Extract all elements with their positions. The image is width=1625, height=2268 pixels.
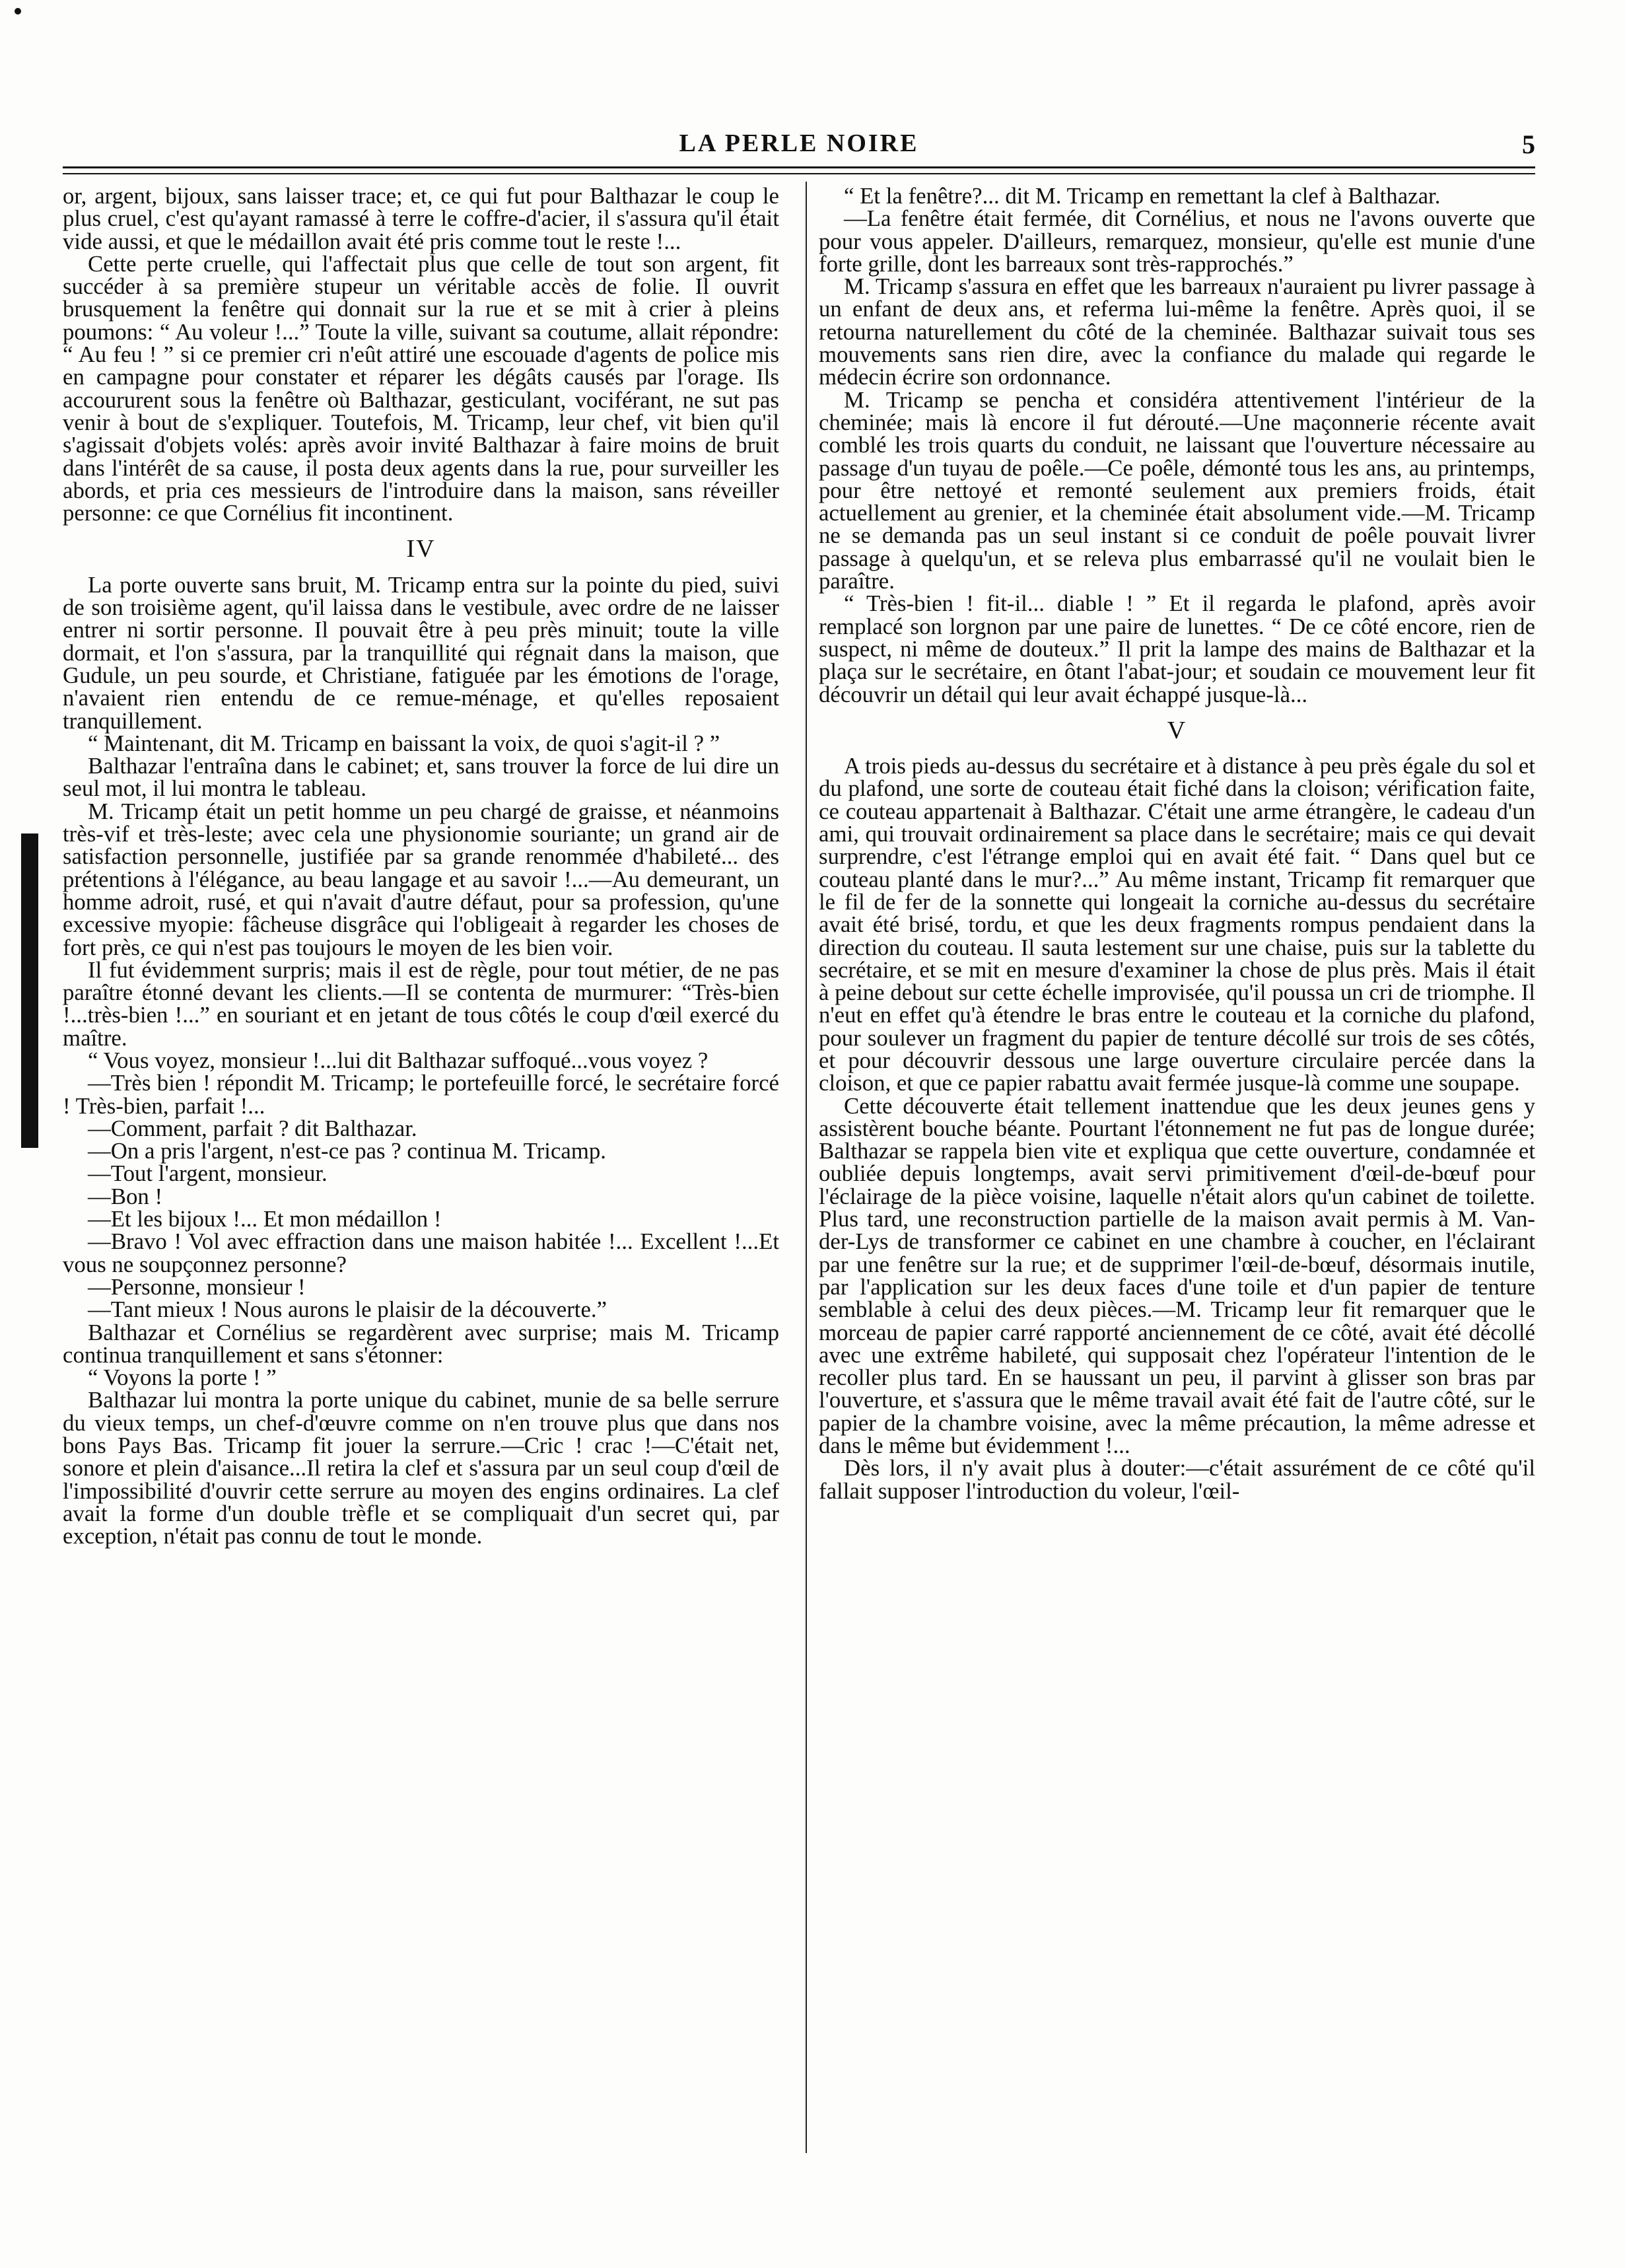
paragraph: Cette découverte était tellement inattendue que les deux jeunes gens y assistèrent bouche béante. Pourtant l'étonnement ne fut pas de longue durée; Balthazar se rappela bien vite et expliqua que cette ouverture, condamnée et oubliée depuis longtemps, avait servi primitivement d'œil-de-bœuf pour l'éclairage de la pièce voisine, laquelle n'était alors qu'un cabinet de toilette. Plus tard, une reconstruction partielle de la maison avait permis à M. Van-der-Lys de transformer ce cabinet en une chambre à coucher, en l'éclairant par une fenêtre sur la rue; et de supprimer l'œil-de-bœuf, désormais inutile, par l'application sur les deux faces d'une toile et d'un papier de tenture semblable à celui des deux pièces.—M. Tricamp leur fit remarquer que le morceau de papier carré rapporté anciennement de ce côté, avait été décollé avec une extrême habileté, qui supposait chez l'opérateur l'intention de le recoller plus tard. En se haussant un peu, il parvint à glisser son bras par l'ouverture, et s'assura que le même travail avait été fait de l'autre côté, sur le papier de la chambre voisine, avec la même précaution, la même adresse et dans le même but évidemment !...	[819, 1092, 1535, 1459]
margin-bar	[21, 833, 38, 1148]
header-rule-thin	[63, 173, 1535, 174]
paragraph: —Bon !	[88, 1183, 163, 1209]
paragraph: —La fenêtre était fermée, dit Cornélius, et nous ne l'avons ouverte que pour vous appeler. D'ailleurs, remarquez, monsieur, qu'elle est munie d'une forte grille, dont les barreaux sont très-rapprochés.”	[819, 205, 1535, 277]
paragraph: —On a pris l'argent, n'est-ce pas ? continua M. Tricamp.	[88, 1138, 607, 1164]
paragraph: Balthazar l'entraîna dans le cabinet; et, sans trouver la force de lui dire un seul mot, il lui montra le tableau.	[63, 753, 779, 802]
paragraph: “ Maintenant, dit M. Tricamp en baissant la voix, de quoi s'agit-il ? ”	[88, 730, 720, 756]
scan-speck	[15, 8, 21, 15]
paragraph: La porte ouverte sans bruit, M. Tricamp entra sur la pointe du pied, suivi de son troisième agent, qu'il laissa dans le vestibule, avec ordre de ne laisser entrer ni sortir personne. Il pouvait être à peu près minuit; toute la ville dormait, et l'on s'assura, par la tranquillité qui régnait dans la maison, que Gudule, un peu sourde, et Christiane, fatiguée par les émotions de l'orage, n'avaient rien entendu de ce remue-ménage, et qu'elles reposaient tranquillement.	[63, 571, 779, 734]
paragraph: “ Et la fenêtre?... dit M. Tricamp en remettant la clef à Balthazar.	[844, 183, 1441, 209]
paragraph: Dès lors, il n'y avait plus à douter:—c'était assurément de ce côté qu'il fallait supposer l'introduction du voleur, l'œil-	[819, 1455, 1535, 1504]
section-heading: IV	[406, 535, 436, 563]
paragraph: Cette perte cruelle, qui l'affectait plus que celle de tout son argent, fit succéder à sa première stupeur un véritable accès de folie. Il ouvrit brusquement la fenêtre qui donnait sur la rue et se mit à crier à pleins poumons: “ Au voleur !...” Toute la ville, suivant sa coutume, allait répondre: “ Au feu ! ” si ce premier cri n'eût attiré une escouade d'agents de police mis en campagne pour constater et réparer les dégâts causés par l'orage. Ils accoururent sous la fenêtre où Balthazar, gesticulant, vociférant, ne sut pas venir à bout de s'expliquer. Toutefois, M. Tricamp, leur chef, vit bien qu'il s'agissait d'objets volés: après avoir invité Balthazar à faire moins de bruit dans l'intérêt de sa cause, il posta deux agents dans la rue, pour surveiller les abords, et pria ces messieurs de l'introduire dans la maison, sans réveiller personne: ce que Cornélius fit incontinent.	[63, 250, 779, 526]
paragraph: “ Voyons la porte ! ”	[88, 1364, 277, 1391]
paragraph: A trois pieds au-dessus du secrétaire et à distance à peu près égale du sol et du plafond, une sorte de couteau était fiché dans la cloison; vérification faite, ce couteau appartenait à Balthazar. C'était une arme étrangère, le cadeau d'un ami, qui trouvait ordinairement sa place dans le secrétaire; mais ce qui devait surprendre, c'est l'étrange emploi qui en avait été fait. “ Dans quel but ce couteau planté dans le mur?...” Au même instant, Tricamp fit remarquer que le fil de fer de la sonnette qui longeait la corniche au-dessus du secrétaire avait été brisé, tordu, et que les deux fragments rompus pendaient dans la direction du couteau. Il sauta lestement sur une chaise, puis sur la tablette du secrétaire, et se mit en mesure d'examiner la chose de plus près. Mais il était à peine debout sur cette échelle improvisée, qu'il poussa un cri de triomphe. Il n'eut en effet qu'à étendre le bras entre le couteau et la corniche du plafond, pour soulever un fragment du papier de tenture décollé sur trois de ses côtés, et pour découvrir dessous une large ouverture circulaire percée dans la cloison, et que ce papier rabattu avait fermée jusque-là comme une soupape.	[819, 753, 1535, 1096]
paragraph: —Tout l'argent, monsieur.	[88, 1160, 328, 1187]
running-title: LA PERLE NOIRE	[679, 129, 919, 157]
page-header	[63, 129, 1535, 160]
column-divider	[806, 182, 807, 2153]
paragraph: “ Vous voyez, monsieur !...lui dit Balthazar suffoqué...vous voyez ?	[88, 1047, 709, 1073]
paragraph: M. Tricamp se pencha et considéra attentivement l'intérieur de la cheminée; mais là encore il fut dérouté.—Une maçonnerie récente avait comblé les trois quarts du conduit, ne laissant que l'ouverture nécessaire au passage d'un tuyau de poêle.—Ce poêle, démonté tous les ans, au printemps, pour être nettoyé et remonté seulement aux premiers froids, était actuellement au grenier, et la cheminée était absolument vide.—M. Tricamp ne se demanda pas un seul instant si ce conduit de poêle pouvait livrer passage à quelqu'un, et se releva plus embarrassé qu'il ne voulait bien le paraître.	[819, 386, 1535, 594]
page-number: 5	[1522, 129, 1535, 159]
paragraph: —Bravo ! Vol avec effraction dans une maison habitée !... Excellent !...Et vous ne soupçonnez personne?	[63, 1228, 779, 1277]
paragraph: Balthazar et Cornélius se regardèrent avec surprise; mais M. Tricamp continua tranquillement et sans s'étonner:	[63, 1319, 779, 1368]
left-column	[63, 185, 779, 1548]
paragraph: —Personne, monsieur !	[88, 1273, 306, 1300]
paragraph: or, argent, bijoux, sans laisser trace; et, ce qui fut pour Balthazar le coup le plus cruel, c'est qu'ayant ramassé à terre le coffre-d'acier, il s'assura qu'il était vide aussi, et que le médaillon avait été pris comme tout le reste !...	[63, 183, 779, 254]
paragraph: “ Très-bien ! fit-il... diable ! ” Et il regarda le plafond, après avoir remplacé son lorgnon par une paire de lunettes. “ De ce côté encore, rien de suspect, ni même de douteux.” Il prit la lampe des mains de Balthazar et la plaça sur le secrétaire, en ôtant l'abat-jour; et soudain ce mouvement leur fit découvrir un détail qui leur avait échappé jusque-là...	[819, 590, 1535, 707]
paragraph: M. Tricamp s'assura en effet que les barreaux n'auraient pu livrer passage à un enfant de deux ans, et referma lui-même la fenêtre. Après quoi, il se retourna naturellement du côté de la cheminée. Balthazar suivait tous ses mouvements sans rien dire, avec la confiance du malade qui regarde le médecin écrire son ordonnance.	[819, 273, 1535, 390]
paragraph: M. Tricamp était un petit homme un peu chargé de graisse, et néanmoins très-vif et très-leste; avec cela une physionomie souriante; un grand air de satisfaction personnelle, justifiée par sa grande renommée d'habileté... des prétentions à l'élégance, au beau langage et au savoir !...—Au demeurant, un homme adroit, rusé, et qui n'avait d'autre défaut, pour sa profession, qu'une excessive myopie: fâcheuse disgrâce qui l'obligeait à regarder les choses de fort près, ce qui n'est pas toujours le moyen de les bien voir.	[63, 798, 779, 960]
paragraph: —Et les bijoux !... Et mon médaillon !	[88, 1206, 442, 1232]
paragraph: Il fut évidemment surpris; mais il est de règle, pour tout métier, de ne pas paraître étonné devant les clients.—Il se contenta de murmurer: “Très-bien !...très-bien !...” en souriant et en jetant de tous côtés le coup d'œil exercé du maître.	[63, 956, 779, 1051]
paragraph: —Tant mieux ! Nous aurons le plaisir de la découverte.”	[88, 1296, 607, 1323]
header-rule	[63, 166, 1535, 168]
paragraph: —Très bien ! répondit M. Tricamp; le portefeuille forcé, le secrétaire forcé ! Très-bien, parfait !...	[63, 1070, 779, 1119]
section-heading: V	[1167, 716, 1187, 744]
right-column	[819, 185, 1535, 1503]
paragraph: —Comment, parfait ? dit Balthazar.	[88, 1115, 417, 1141]
paragraph: Balthazar lui montra la porte unique du cabinet, munie de sa belle serrure du vieux temps, un chef-d'œuvre comme on n'en trouve plus que dans nos bons Pays Bas. Tricamp fit jouer la serrure.—Cric ! crac !—C'était net, sonore et plein d'aisance...Il retira la clef et s'assura par un seul coup d'œil de l'impossibilité d'ouvrir cette serrure au moyen des engins ordinaires. La clef avait la forme d'un double trèfle et se compliquait d'un secret qui, par exception, n'était pas connu de tout le monde.	[63, 1387, 779, 1549]
